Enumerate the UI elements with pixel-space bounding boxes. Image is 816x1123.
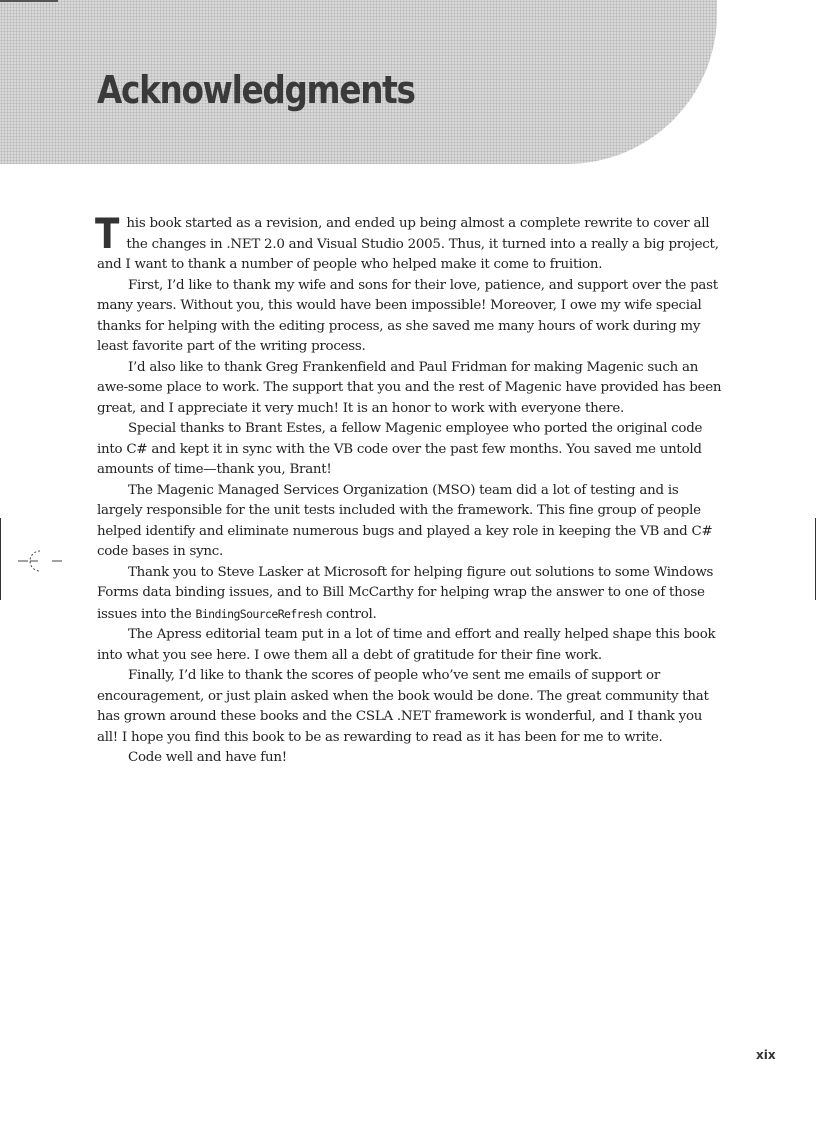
paragraph-7: The Apress editorial team put in a lot of time and effort and really helped shape this book into what you see here. I owe them all a debt of gratitude for their fine work. (97, 627, 716, 663)
paragraph-6 (97, 563, 725, 626)
paragraph-6-start: Thank you to Steve Lasker at Microsoft for helping figure out solutions to some Windows Forms data binding issues, and to Bill McCarthy for helping wrap the answer to one of those issues into the (97, 564, 714, 622)
paragraph-8: Finally, I’d like to thank the scores of people who’ve sent me emails of support or encouragement, or just plain asked when the book would be done. The great community that has grown around these books and the CSLA .NET framework is wonderful, and I thank you all! I hope you find this book to be as rewarding to read as it has been for me to write. (97, 668, 709, 745)
left-margin-mark (0, 518, 1, 600)
paragraph-4: Special thanks to Brant Estes, a fellow Magenic employee who ported the original code into C# and kept it in sync with the VB code over the past few months. You saved me untold amounts of time—thank you, Brant! (97, 421, 703, 477)
top-rule (0, 0, 58, 2)
paragraph-9: Code well and have fun! (128, 750, 287, 765)
page-number: xix (756, 1048, 776, 1062)
paragraph-6-end: control. (321, 606, 377, 622)
drop-cap: T (95, 209, 120, 258)
paragraph-3: I’d also like to thank Greg Frankenfield and Paul Fridman for making Magenic such an awe-some place to work. The support that you and the rest of Magenic have provided has been great, and I appreciate it very much! It is an honor to work with everyone there. (97, 359, 722, 416)
paragraph-5: The Magenic Managed Services Organization (MSO) team did a lot of testing and is largely responsible for the unit tests included with the framework. This fine group of people helped identify and eliminate numerous bugs and played a key role in keeping the VB and C# code bases in sync. (97, 482, 713, 559)
paragraph-2: First, I’d like to thank my wife and sons for their love, patience, and support over the past many years. Without you, this would have been impossible! Moreover, I owe my wife special thanks for helping with the editing process, as she saved me many hours of work during my least favorite part of the writing process. (97, 277, 718, 354)
chapter-body (95, 209, 725, 769)
paragraph-1 (95, 209, 725, 276)
chapter-title: Acknowledgments (97, 68, 415, 112)
registration-mark-icon (18, 548, 62, 574)
code-identifier: BindingSourceRefresh (195, 606, 322, 621)
paragraph-1-text: his book started as a revision, and ended up being almost a complete rewrite to cover all the changes in .NET 2.0 and Visual Studio 2005. Thus, it turned into a really a big project, and I want to thank a number of people who helped make it come to fruition. (97, 216, 719, 272)
